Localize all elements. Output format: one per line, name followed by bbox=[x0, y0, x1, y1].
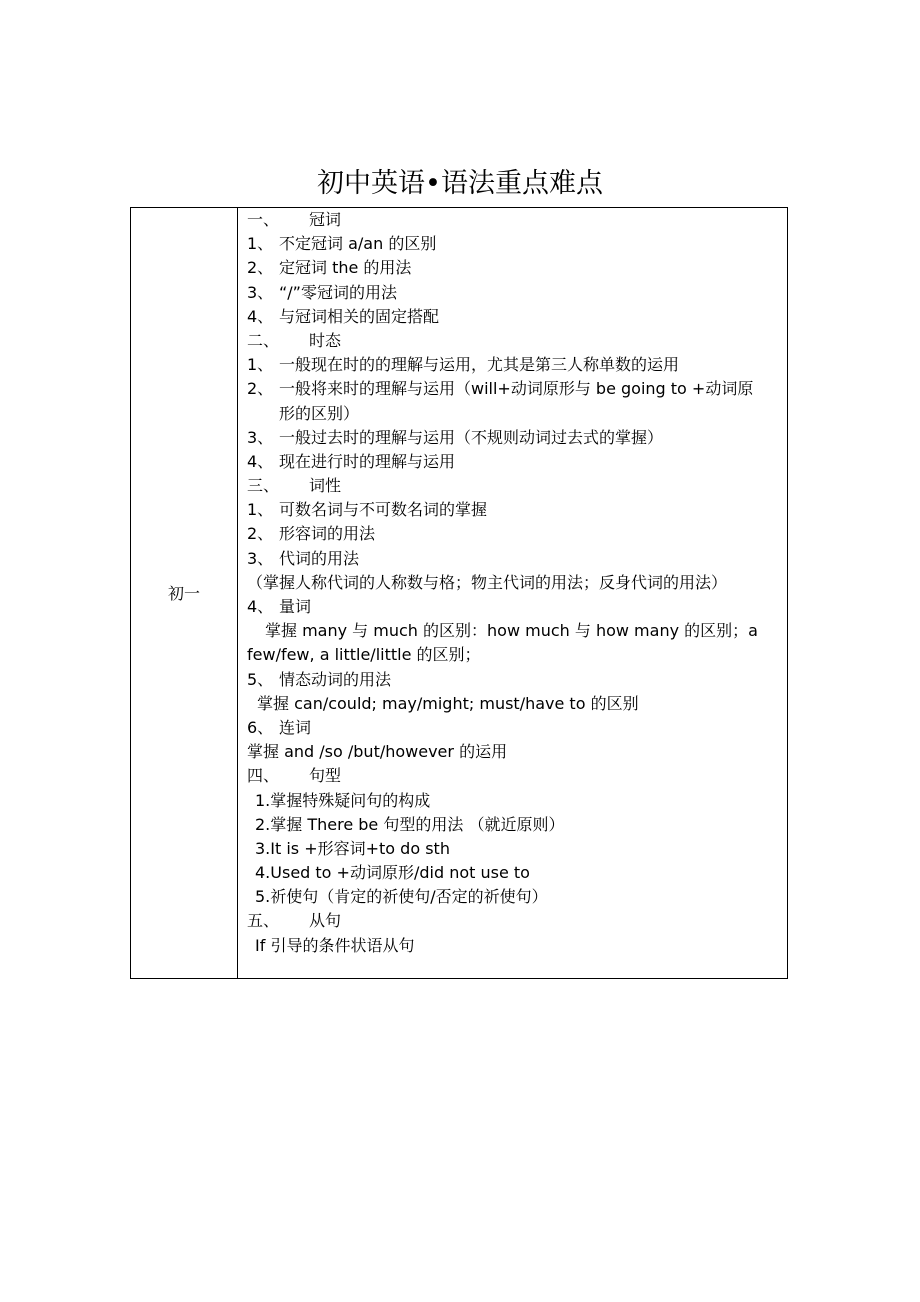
list-item: 3.It is +形容词+to do sth bbox=[255, 838, 450, 858]
item-note: （掌握人称代词的人称数与格；物主代词的用法；反身代词的用法） bbox=[247, 572, 728, 592]
grammar-table bbox=[130, 207, 788, 979]
list-item: 2、 定冠词 the 的用法 bbox=[247, 258, 412, 278]
grade-label: 初一 bbox=[167, 584, 200, 603]
list-item: 5、 情态动词的用法 bbox=[247, 669, 392, 689]
item-note: 掌握 can/could; may/might; must/have to 的区别 bbox=[257, 693, 639, 713]
item-note: 掌握 many 与 much 的区别：how much 与 how many 的区别；a bbox=[265, 621, 758, 641]
list-item: 4、 与冠词相关的固定搭配 bbox=[247, 306, 440, 326]
list-item: 2、 形容词的用法 bbox=[247, 524, 376, 544]
list-item: 1、 可数名词与不可数名词的掌握 bbox=[247, 500, 488, 520]
section-heading: 二、 时态 bbox=[247, 330, 342, 350]
page-title: 初中英语•语法重点难点 bbox=[317, 168, 603, 199]
list-item: 3、 一般过去时的理解与运用（不规则动词过去式的掌握） bbox=[247, 427, 664, 447]
list-item: 6、 连词 bbox=[247, 717, 312, 737]
section-heading: 四、 句型 bbox=[247, 766, 342, 786]
list-item: 5.祈使句（肯定的祈使句/否定的祈使句） bbox=[255, 887, 548, 907]
section-heading: 三、 词性 bbox=[247, 476, 342, 496]
list-item: 3、 代词的用法 bbox=[247, 548, 360, 568]
list-item: 3、 “/”零冠词的用法 bbox=[247, 282, 397, 302]
list-item-continuation: 形的区别） bbox=[279, 403, 360, 423]
item-note: few/few, a little/little 的区别； bbox=[247, 645, 481, 665]
section-heading: 一、 冠词 bbox=[247, 210, 342, 229]
list-item: 1.掌握特殊疑问句的构成 bbox=[255, 790, 431, 810]
section-heading: 五、 从句 bbox=[247, 911, 342, 931]
list-item: 1、 一般现在时的的理解与运用，尤其是第三人称单数的运用 bbox=[247, 355, 680, 375]
item-note: If 引导的条件状语从句 bbox=[255, 935, 415, 955]
list-item: 2、 一般将来时的理解与运用（will+动词原形与 be going to +动词原 bbox=[247, 379, 754, 399]
list-item: 4、 量词 bbox=[247, 597, 312, 616]
grade-column bbox=[131, 208, 238, 978]
item-note: 掌握 and /so /but/however 的运用 bbox=[247, 742, 508, 762]
list-item: 4、 现在进行时的理解与运用 bbox=[247, 451, 456, 471]
list-item: 1、 不定冠词 a/an 的区别 bbox=[247, 234, 437, 254]
list-item: 4.Used to +动词原形/did not use to bbox=[255, 863, 530, 883]
grammar-content bbox=[247, 208, 783, 958]
list-item: 2.掌握 There be 句型的用法 （就近原则） bbox=[255, 814, 565, 834]
